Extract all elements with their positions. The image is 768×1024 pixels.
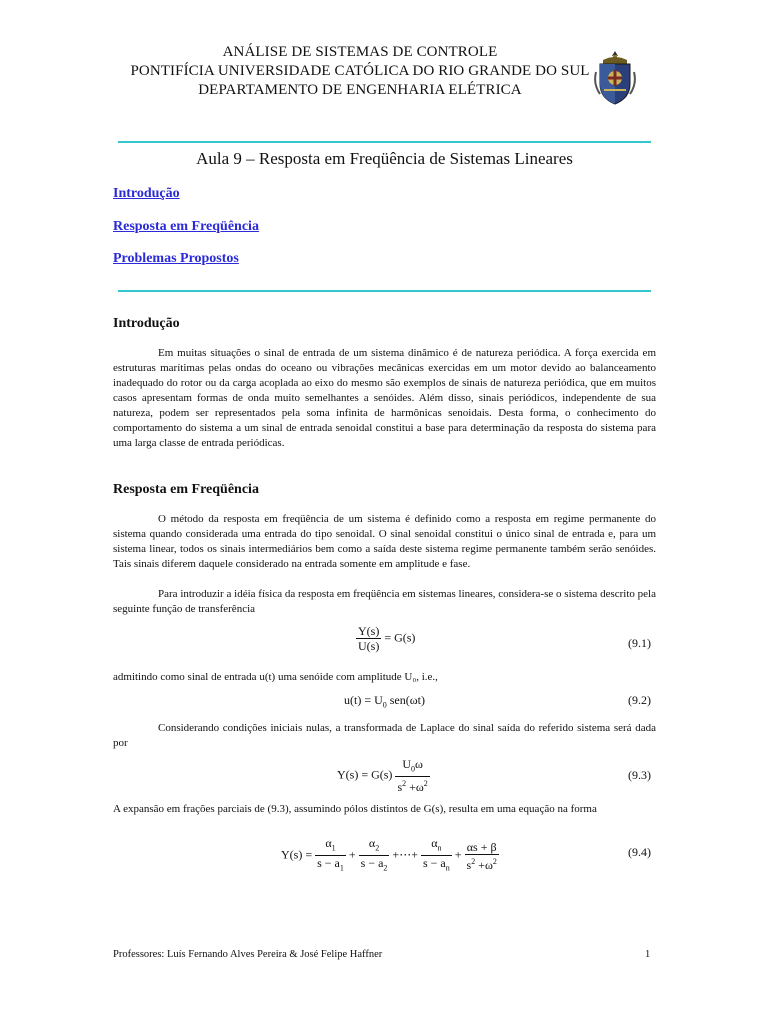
toc-divider xyxy=(118,290,651,292)
footer-authors: Professores: Luís Fernando Alves Pereira & José Felipe Haffner xyxy=(113,949,383,960)
toc-link-problemas-propostos[interactable]: Problemas Propostos xyxy=(113,251,239,266)
equation-9-3 xyxy=(337,757,430,794)
toc-link-introducao[interactable]: Introdução xyxy=(113,186,180,201)
toc-link-resposta-em-frequencia[interactable]: Resposta em Freqüência xyxy=(113,219,259,234)
header-line-1: ANÁLISE DE SISTEMAS DE CONTROLE xyxy=(222,44,498,60)
intro-paragraph: Em muitas situações o sinal de entrada de um sistema dinâmico é de natureza periódica. A força exercida em estruturas marítimas pelas ondas do oceano ou vibrações mecânicas exercidas em um motor devido ao balanceamento inadequado do rotor ou da carga acoplada ao eixo do mesmo são exemplos de sinais de natureza periódica, que em muitos casos apresentam formas de onda muito semelhantes a senóides. Além disso, sinais periódicos, independente de sua natureza, podem ser representados pela soma infinita de harmônicas senoidais. Desta forma, o conhecimento do comportamento do sistema a um sinal de entrada senoidal constitui a base para determinação da resposta do sistema para uma larga classe de entrada periódicas. xyxy=(113,347,656,449)
eq3-fraction: $\frac{U_0\omega}{s^2 +\omega^2}$ xyxy=(397,757,428,795)
eq1-denominator: U(s) xyxy=(358,639,380,653)
header-line-3: DEPARTAMENTO DE ENGENHARIA ELÉTRICA xyxy=(198,82,522,98)
top-divider xyxy=(118,141,651,143)
equation-label-9-1: (9.1) xyxy=(628,636,651,650)
eq4-lhs: Y(s) = xyxy=(281,847,313,862)
page-number: 1 xyxy=(645,949,651,960)
equation-9-2 xyxy=(344,693,425,709)
eq1-rhs: = G(s) xyxy=(384,630,416,645)
eq3-lhs: Y(s) = G(s) xyxy=(337,767,393,782)
eq2-lhs: u(t) = U xyxy=(344,693,383,707)
eq1-numerator: Y(s) xyxy=(358,624,380,638)
freq-paragraph-2: Para introduzir a idéia física da resposta em freqüência em sistemas lineares, considera-se o sistema descrito pela seguinte função de transferência xyxy=(113,588,656,615)
eq1-fraction xyxy=(356,624,381,653)
equation-label-9-4: (9.4) xyxy=(628,845,651,859)
freq-paragraph-5: A expansão em frações parciais de (9.3), assumindo pólos distintos de G(s), resulta em uma equação na forma xyxy=(113,803,597,815)
equation-label-9-2: (9.2) xyxy=(628,693,651,707)
equation-9-4: Y(s) = $\frac{\alpha_1}{s - a_1}$ + $\frac{\alpha_2}{s - a_2}$ +⋯+ $\frac{\alpha_n}{s - a_n}$ + $\frac{\alpha s + \beta}{s^2 +\omega^2}$ xyxy=(281,836,497,873)
eq2-subscript: 0 xyxy=(382,700,387,710)
freq-paragraph-1: O método da resposta em freqüência de um sistema é definido como a resposta em regime permanente do sistema quando considerada uma entrada do tipo senoidal. O sinal senoidal constitui o único sinal de entrada e, para um sistema linear, todos os sinais intermediários bem como a saída deste sistema regime permanente também serão senóides. Tais sinais diferem daquele considerado na entrada somente em amplitude e fase. xyxy=(113,513,656,570)
header-line-2: PONTIFÍCIA UNIVERSIDADE CATÓLICA DO RIO GRANDE DO SUL xyxy=(130,63,590,79)
lesson-title: Aula 9 – Resposta em Freqüência de Sistemas Lineares xyxy=(196,149,573,168)
section-heading-resposta: Resposta em Freqüência xyxy=(113,482,259,497)
university-crest-logo xyxy=(594,50,636,106)
freq-paragraph-4: Considerando condições iniciais nulas, a transformada de Laplace do sinal saída do referido sistema será dada por xyxy=(113,722,656,749)
equation-9-1 xyxy=(356,624,415,653)
equation-label-9-3: (9.3) xyxy=(628,768,651,782)
eq2-rest: sen(ωt) xyxy=(386,693,425,707)
section-heading-introducao: Introdução xyxy=(113,316,180,331)
freq-paragraph-3: admitindo como sinal de entrada u(t) uma senóide com amplitude U₀, i.e., xyxy=(113,671,438,683)
